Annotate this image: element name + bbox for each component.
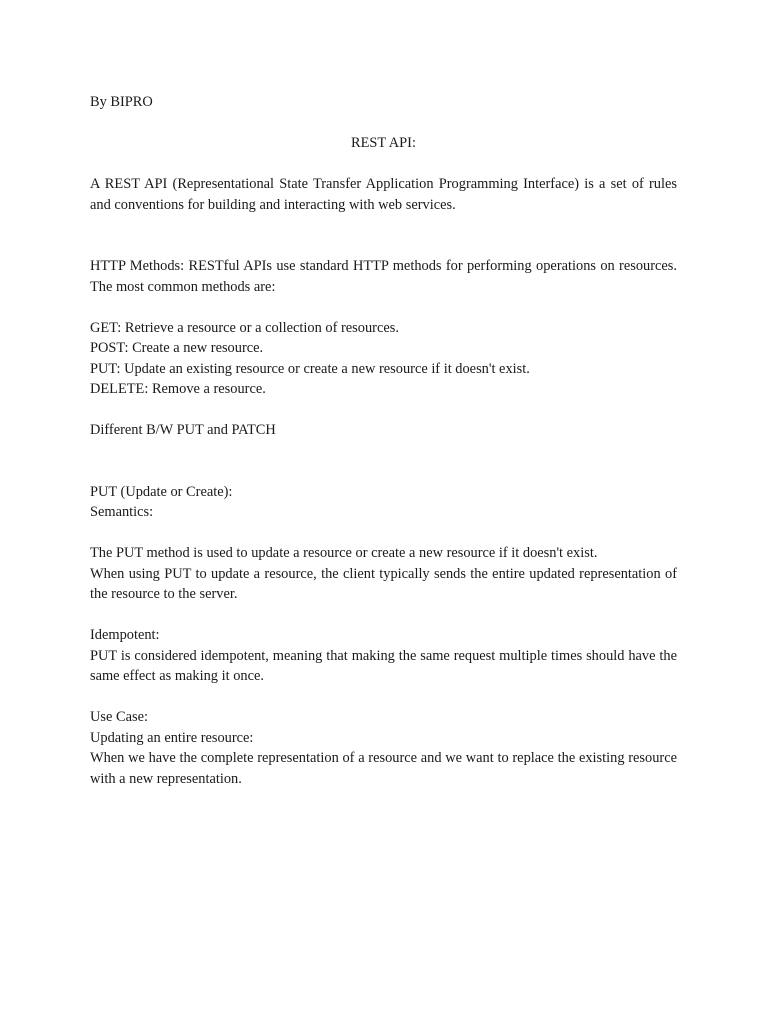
spacer [90, 297, 677, 318]
author-line: By BIPRO [90, 94, 153, 110]
spacer [90, 605, 677, 626]
use-case-subheading: Updating an entire resource: [90, 729, 254, 746]
method-get: GET: Retrieve a resource or a collection of resources. [90, 319, 399, 336]
spacer [90, 400, 677, 421]
method-post: POST: Create a new resource. [90, 340, 264, 356]
method-delete: DELETE: Remove a resource. [90, 381, 266, 397]
methods-list [90, 318, 677, 400]
spacer [90, 687, 677, 708]
spacer [90, 215, 677, 256]
use-case-label: Use Case: [90, 709, 148, 725]
semantics-label: Semantics: [90, 504, 154, 520]
spacer [90, 441, 677, 482]
idempotent-label: Idempotent: [90, 627, 160, 643]
put-heading: PUT (Update or Create): [90, 483, 233, 500]
intro-paragraph: A REST API (Representational State Transfer Application Programming Interface) is a set of rules and conventions for building and interacting with web services. [90, 176, 677, 213]
document-body [90, 92, 677, 789]
spacer [90, 523, 677, 544]
use-case-paragraph: When we have the complete representation of a resource and we want to replace the existing resource with a new representation. [90, 750, 677, 787]
document-title: REST API: [351, 135, 416, 151]
idempotent-paragraph: PUT is considered idempotent, meaning that making the same request multiple times should have the same effect as making it once. [90, 647, 677, 684]
spacer [90, 113, 677, 134]
difference-heading: Different B/W PUT and PATCH [90, 422, 276, 438]
method-put: PUT: Update an existing resource or create a new resource if it doesn't exist. [90, 360, 530, 377]
semantics-paragraph: When using PUT to update a resource, the client typically sends the entire updated representation of the resource to the server. [90, 565, 677, 602]
spacer [90, 154, 677, 175]
semantics-line: The PUT method is used to update a resource or create a new resource if it doesn't exist. [90, 545, 598, 561]
http-methods-paragraph: HTTP Methods: RESTful APIs use standard HTTP methods for performing operations on resources. The most common methods are: [90, 258, 677, 295]
